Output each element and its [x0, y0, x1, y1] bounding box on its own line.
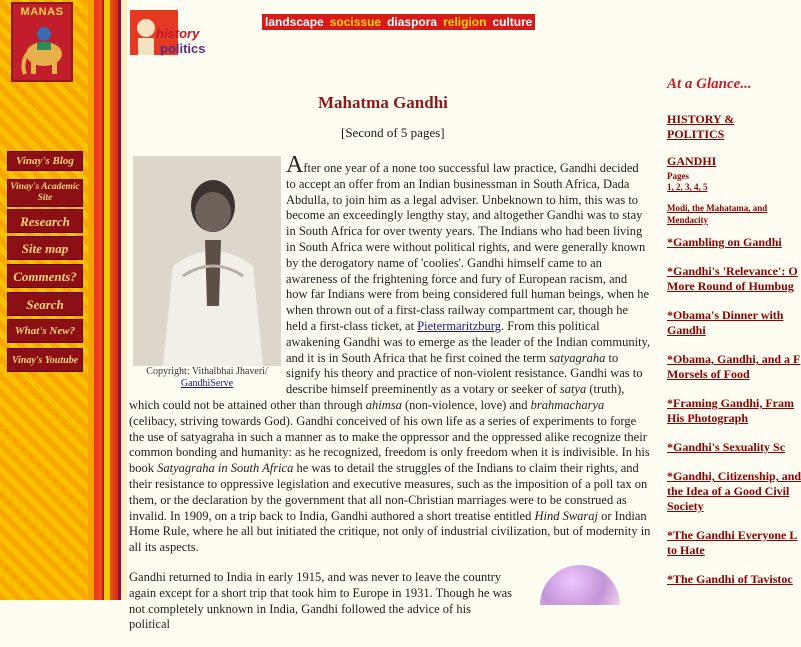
- topnav-socissue[interactable]: socissue: [329, 15, 382, 29]
- nav-vinays-blog[interactable]: Vinay's Blog: [7, 151, 83, 171]
- manas-logo[interactable]: [11, 2, 73, 82]
- topnav-religion[interactable]: religion: [443, 15, 487, 29]
- nav-whats-new[interactable]: What's New?: [7, 319, 83, 343]
- gandhiserve-link[interactable]: GandhiServe: [180, 378, 234, 389]
- photo-caption: Copyright: Vithalbhai Jhaveri/ GandhiServe: [146, 366, 268, 389]
- article-paragraph-1: After one year of a none too successful law practice, Gandhi decided to accept an offer from an Indian businessman in South Africa, Dada Abdulla, to join him as a legal adviser. Unbeknown to him, this was to become an exceedingly lengthy stay, and altogether Gandhi was to stay in South Africa for over twenty years. The Indians who had been living in South Africa were without political rights, and were generally known by the derogatory name of 'coolies'. Gandhi himself came to an awareness of the frightening force and fury of European racism, and how far Indians were from being considered full human beings, when he when thrown out of a first-class railway compartment car, though he held a first-class ticket, at Pietermaritzburg. From this political awakening Gandhi was to emerge as the leader of the Indian community, and it is in South Africa that he first coined the term satyagraha to signify his theory and practice of non-violent resistance. Gandhi was to describe himself preeminently as a votary or seeker of satya (truth), which could not be attained other than through ahimsa (non-violence, love) and brahmacharya (celibacy, striving towards God). Gandhi conceived of his own life as a series of experiments to forge the use of satyagraha in such a manner as to make the oppressor and the oppressed alike recognize their common bonding and humanity: as he recognized, freedom is only freedom when it is indivisible. In his book Satyagraha in South Africa he was to detail the struggles of the Indians to claim their rights, and their resistance to oppressive legislation and executive measures, such as the imposition of a poll tax on them, or the declaration by the government that all non-Christian marriages were to be construed as invalid. In 1909, on a trip back to India, Gandhi authored a short treatise entitled Hind Swaraj or Indian Home Rule, where he all but initiated the critique, not only of industrial civilization, but of modernity in all its aspects.: [129, 152, 651, 555]
- banner-history-text: history: [156, 26, 200, 41]
- topnav-landscape[interactable]: landscape: [265, 15, 324, 29]
- topnav-culture[interactable]: culture: [492, 15, 533, 29]
- photo-spacer: [129, 157, 286, 389]
- pietermaritzburg-link[interactable]: Pietermaritzburg: [417, 318, 501, 333]
- link-obamas-dinner[interactable]: *Obama's Dinner with Gandhi: [667, 308, 784, 337]
- link-gandhis-sexuality[interactable]: *Gandhi's Sexuality Sc: [667, 440, 786, 454]
- elephant-rider-icon: [19, 20, 69, 78]
- topnav-diaspora[interactable]: diaspora: [387, 15, 438, 29]
- banner-politics-text: politics: [160, 41, 206, 56]
- modi-mahatama-link[interactable]: Modi, the Mahatama, and Mendacity: [667, 203, 768, 225]
- nav-vinays-youtube[interactable]: Vinay's Youtube: [7, 348, 83, 372]
- nav-research[interactable]: Research: [7, 209, 83, 233]
- history-politics-banner[interactable]: [130, 10, 206, 56]
- article-paragraph-2: Gandhi returned to India in early 1915, and was never to leave the country again except for a short trip that took him to Europe in 1931. Though he was not completely unknown in India, Gandhi followed the advice of his political: [129, 569, 513, 632]
- at-a-glance-column: [667, 76, 800, 587]
- gandhi-link[interactable]: GANDHI: [667, 154, 717, 168]
- nav-site-map[interactable]: Site map: [7, 236, 83, 260]
- pages-label: Pages: [667, 171, 689, 181]
- nav-search[interactable]: Search: [7, 292, 83, 316]
- pages-links[interactable]: 1, 2, 3, 4, 5: [667, 182, 708, 192]
- link-obama-gandhi-morsels[interactable]: *Obama, Gandhi, and a F Morsels of Food: [667, 352, 801, 381]
- link-framing-gandhi[interactable]: *Framing Gandhi, Fram His Photograph: [667, 396, 795, 425]
- history-politics-link[interactable]: HISTORY & POLITICS: [667, 112, 735, 141]
- drop-cap: A: [286, 152, 304, 178]
- decorative-stripe: [88, 0, 128, 600]
- top-navigation: [262, 14, 535, 30]
- link-gandhi-everyone-loves[interactable]: *The Gandhi Everyone L to Hate: [667, 528, 798, 557]
- link-gandhis-relevance[interactable]: *Gandhi's 'Relevance': O More Round of Humbug: [667, 264, 798, 293]
- nav-academic-site[interactable]: Vinay's Academic Site: [7, 179, 83, 207]
- nav-comments[interactable]: Comments?: [7, 264, 83, 288]
- left-sidebar: [0, 0, 88, 600]
- link-gambling-on-gandhi[interactable]: *Gambling on Gandhi: [667, 235, 782, 249]
- logo-text: MANAS: [20, 6, 64, 18]
- page-title: Mahatma Gandhi: [318, 93, 448, 112]
- link-gandhi-citizenship[interactable]: *Gandhi, Citizenship, and the Idea of a Good Civil Society: [667, 469, 801, 513]
- page-count: [Second of 5 pages]: [341, 125, 445, 140]
- link-gandhi-of-tavistock[interactable]: *The Gandhi of Tavistoc: [667, 572, 793, 586]
- at-a-glance-heading: At a Glance...: [667, 76, 752, 92]
